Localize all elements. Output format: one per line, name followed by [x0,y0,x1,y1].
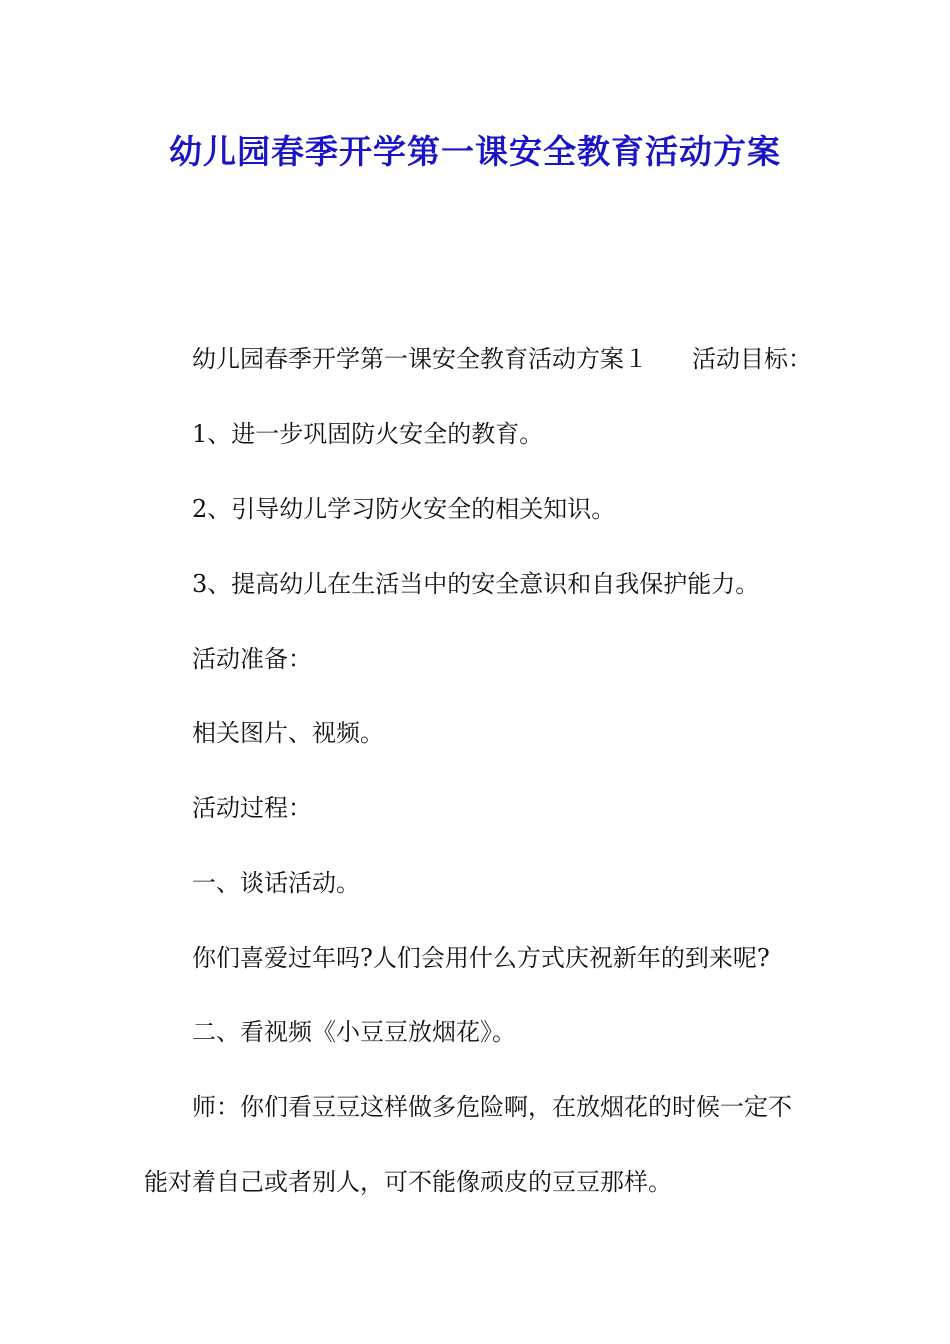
step1-question: 你们喜爱过年吗?人们会用什么方式庆祝新年的到来呢? [192,944,770,972]
step1-label: 一、谈话活动。 [192,869,360,897]
goal-label: 活动目标： [692,345,812,373]
goal-item-1: 1、进一步巩固防火安全的教育。 [192,420,544,448]
process-label: 活动过程： [192,794,312,822]
plan-heading: 幼儿园春季开学第一课安全教育活动方案１ [192,345,648,373]
preparation-label: 活动准备： [192,645,312,673]
step2-label: 二、看视频《小豆豆放烟花》。 [192,1018,516,1046]
preparation-text: 相关图片、视频。 [192,719,384,747]
goal-item-3: 3、提高幼儿在生活当中的安全意识和自我保护能力。 [192,570,760,598]
teacher-paragraph-line-2: 能对着自己或者别人，可不能像顽皮的豆豆那样。 [144,1168,672,1196]
teacher-paragraph-line-1: 师：你们看豆豆这样做多危险啊，在放烟花的时候一定不 [192,1093,792,1121]
document-title: 幼儿园春季开学第一课安全教育活动方案 [169,132,781,171]
intro-line [192,343,812,375]
goal-item-2: 2、引导幼儿学习防火安全的相关知识。 [192,495,616,523]
